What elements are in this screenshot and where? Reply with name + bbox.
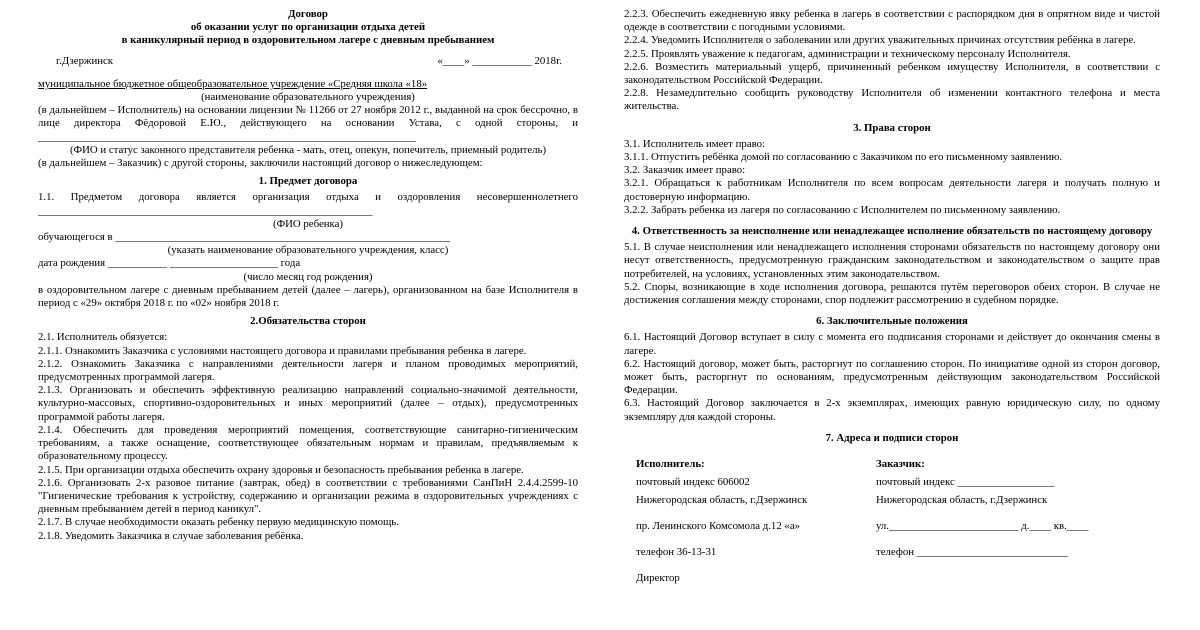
executor-line: почтовый индекс 606002 xyxy=(636,476,750,489)
section-4-clause: 5.1. В случае неисполнения или ненадлежащего исполнения сторонами обязательств по настоящему договору они несут ответственность, предусмотренную гражданским законодательством и законодательством о защите прав потребителей, на условиях, установленных этим законодательством. xyxy=(624,241,1160,280)
section-7-title: 7. Адреса и подписи сторон xyxy=(825,431,959,444)
section-3-clause: 3.1.1. Отпустить ребёнка домой по согласованию с Заказчиком по его письменному заявлению. xyxy=(624,151,1063,164)
intro-paragraph: муниципальное бюджетное общеобразовательное учреждение «Средняя школа «18» xyxy=(38,77,428,90)
document-title xyxy=(38,8,578,48)
section-2-clause: 2.1.7. В случае необходимости оказать ребенку первую медицинскую помощь. xyxy=(38,516,399,529)
section-2-clause: 2.2.3. Обеспечить ежедневную явку ребенка в лагерь в соответствии с распорядком дня в опрятном виде и чистой одежде в соответствии с погодными условиями. xyxy=(624,8,1160,34)
section-3-clause: 3.1. Исполнитель имеет право: xyxy=(624,137,765,150)
executor-line: пр. Ленинского Комсомола д.12 «а» xyxy=(636,520,801,533)
section-2-body xyxy=(38,331,578,542)
section-1-body xyxy=(38,191,578,310)
section-2-clause: 2.1.5. При организации отдыха обеспечить охрану здоровья и безопасность пребывания ребенка в лагере. xyxy=(38,463,524,476)
section-2-clause: 2.1.6. Организовать 2-х разовое питание (завтрак, обед) в соответствии с требованиями СанПиН 2.4.4.2599-10 "Гигиенические требования к устройству, содержанию и организации режима в оздоровительных учреждениях с дневным пребыванием детей в период каникул". xyxy=(38,476,578,516)
executor-line xyxy=(636,509,876,517)
section-2-clause: 2.1.2. Ознакомить Заказчика с направлениями деятельности лагеря и планом проводимых мероприятий, предусмотренных программой лагеря. xyxy=(38,357,578,384)
section-1-paragraph: (число месяц год рождения) xyxy=(243,270,373,283)
section-1-paragraph: (ФИО ребенка) xyxy=(272,217,343,230)
executor-label: Исполнитель: xyxy=(636,458,705,471)
section-2-clause: 2.1. Исполнитель обязуется: xyxy=(38,331,168,344)
executor-line: Директор xyxy=(636,572,680,585)
section-4-body xyxy=(624,241,1160,307)
section-1-paragraph: (указать наименование образовательного учреждения, класс) xyxy=(167,244,449,257)
section-3-clause: 3.2. Заказчик имеет право: xyxy=(624,164,746,177)
section-2-clause: 2.1.4. Обеспечить для проведения мероприятий помещения, соответствующие санитарно-гигиеническим требованиям, а также оснащение, соответствующее обязательным нормам и правилам, предъявляемым к образовательному процессу. xyxy=(38,423,578,463)
section-3-body xyxy=(624,138,1160,217)
customer-line: телефон ____________________________ xyxy=(876,546,1068,559)
customer-line xyxy=(876,535,1136,543)
section-1-paragraph: 1.1. Предметом договора является организация отдыха и оздоровления несовершеннолетнего ______________________________________________________________ xyxy=(38,191,578,217)
section-2-clause: 2.1.3. Организовать и обеспечить эффективную реализацию направлений социально-значимой деятельности, культурно-массовых, спортивно-оздоровительных и иных мероприятий (далее – отдых), предусмотренных программой работы лагеря. xyxy=(38,384,578,423)
signatures-block xyxy=(624,455,1160,587)
section-2-clause: 2.1.8. Уведомить Заказчика в случае заболевания ребёнка. xyxy=(38,529,304,542)
title-line-1: Договор xyxy=(288,8,328,20)
section-2-clause: 2.2.6. Возместить материальный ущерб, причиненный ребенком имуществу Исполнителя, в соответствии с законодательством Российской Федерации. xyxy=(624,60,1160,87)
intro-paragraph: (в дальнейшем – Исполнитель) на основании лицензии № 11266 от 27 ноября 2012 г., выданной на срок бессрочно, в лице директора Фёдоровой Е.Ю., действующего на основании Устава, с одной стороны, и ______________________________________________________________________ xyxy=(38,104,578,143)
executor-line xyxy=(636,535,876,543)
executor-lines xyxy=(636,473,876,587)
customer-details xyxy=(876,455,1136,587)
title-line-3: в каникулярный период в оздоровительном лагере с дневным пребыванием xyxy=(121,34,495,47)
section-3-title: 3. Права сторон xyxy=(853,121,931,134)
intro-paragraph: (ФИО и статус законного представителя ребенка - мать, отец, опекун, попечитель, приемный родитель) xyxy=(69,143,547,156)
intro-paragraph: (наименование образовательного учреждения) xyxy=(201,91,415,104)
executor-line: телефон 36-13-31 xyxy=(636,546,717,559)
section-2-clause: 2.2.8. Незамедлительно сообщить руководству Исполнителя об изменении контактного телефона и места жительства. xyxy=(624,87,1160,113)
title-line-2: об оказании услуг по организации отдыха детей xyxy=(190,21,426,34)
customer-line: ул.________________________ д.____ кв.____ xyxy=(876,520,1089,533)
executor-details xyxy=(624,455,876,587)
intro-paragraph: (в дальнейшем – Заказчик) с другой стороны, заключили настоящий договор о нижеследующем: xyxy=(38,157,483,170)
place-date-row xyxy=(38,55,578,68)
section-2-clause: 2.2.5. Проявлять уважение к педагогам, администрации и техническому персоналу Исполнителя. xyxy=(624,47,1071,60)
section-1-paragraph: дата рождения ___________ ____________________ года xyxy=(38,257,301,270)
section-4-clause: 5.2. Споры, возникающие в ходе исполнения договора, решаются путём переговоров обеих сторон. В случае не достижения соглашения между сторонами, спор подлежит рассмотрению в судебном порядке. xyxy=(624,280,1160,307)
section-2-continued xyxy=(624,8,1160,114)
executor-line: Нижегородская область, г.Дзержинск xyxy=(636,494,808,507)
intro-block xyxy=(38,78,578,170)
customer-line xyxy=(876,509,1136,517)
customer-line: Нижегородская область, г.Дзержинск xyxy=(876,494,1048,507)
customer-lines xyxy=(876,473,1136,561)
section-3-clause: 3.2.2. Забрать ребенка из лагеря по согласованию с Исполнителем по письменному заявлению. xyxy=(624,203,1061,216)
section-2-clause: 2.1.1. Ознакомить Заказчика с условиями настоящего договора и правилами пребывания ребенка в лагере. xyxy=(38,344,527,357)
section-2-title: 2.Обязательства сторон xyxy=(250,315,366,328)
contract-date: «____» ___________ 2018г. xyxy=(437,54,562,67)
executor-line xyxy=(636,561,876,569)
section-6-clause: 6.2. Настоящий договор, может быть, расторгнут по соглашению сторон. По инициативе одной из сторон договор, может быть, расторгнут по основаниям, предусмотренным действующим законодательством Российской Федерации. xyxy=(624,357,1160,397)
section-2-clause: 2.2.4. Уведомить Исполнителя о заболевании или других уважительных причинах отсутствия ребёнка в лагере. xyxy=(624,34,1136,47)
section-6-body xyxy=(624,331,1160,423)
section-1-paragraph: в оздоровительном лагере с дневным пребыванием детей (далее – лагерь), организованном на базе Исполнителя в период с «29» октября 2018 г. по «02» ноября 2018 г. xyxy=(38,283,578,310)
section-6-clause: 6.3. Настоящий Договор заключается в 2-х экземплярах, имеющих равную юридическую силу, по одному экземпляру для каждой стороны. xyxy=(624,397,1160,423)
customer-line: почтовый индекс __________________ xyxy=(876,476,1055,489)
section-4-title: 4. Ответственность за неисполнение или ненадлежащее исполнение обязательств по настоящему договору xyxy=(631,225,1153,238)
section-6-title: 6. Заключительные положения xyxy=(816,315,968,328)
city: г.Дзержинск xyxy=(56,54,114,67)
section-3-clause: 3.2.1. Обращаться к работникам Исполнителя по всем вопросам деятельности лагеря и получать полную и достоверную информацию. xyxy=(624,177,1160,203)
section-1-paragraph: обучающегося в ______________________________________________________________ xyxy=(38,231,451,244)
right-column xyxy=(624,8,1160,587)
section-1-title: 1. Предмет договора xyxy=(258,175,358,188)
section-6-clause: 6.1. Настоящий Договор вступает в силу с момента его подписания сторонами и действует до окончания смены в лагере. xyxy=(624,331,1160,357)
left-column xyxy=(38,8,578,543)
customer-label: Заказчик: xyxy=(876,458,925,471)
